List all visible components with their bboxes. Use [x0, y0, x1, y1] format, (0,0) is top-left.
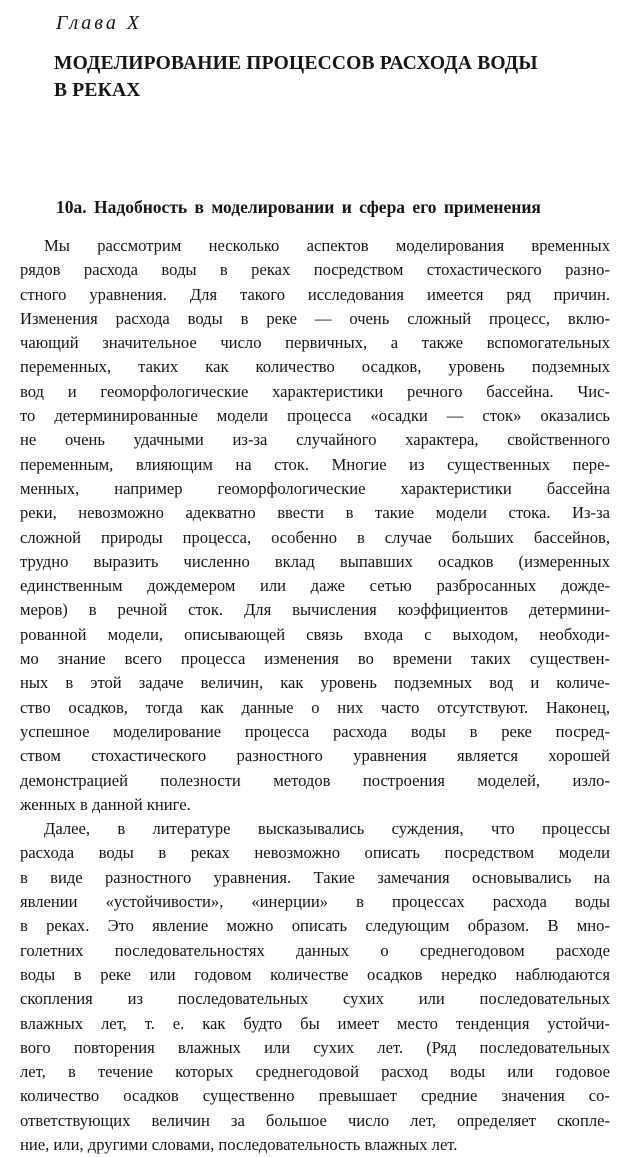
text-line: ответствующих величин за большое число лет, определяет скопле- — [20, 1110, 610, 1130]
text-line: стного уравнения. Для такого исследования имеется ряд причин. — [20, 284, 610, 304]
text-line: в виде разностного уравнения. Такие замечания основывались на — [20, 867, 610, 887]
text-line: вод и геоморфологические характеристики речного бассейна. Чис- — [20, 381, 610, 401]
text-line: ние, или, другими словами, последовательность влажных лет. — [20, 1134, 458, 1154]
text-line: женных в данной книге. — [20, 794, 191, 814]
text-line: единственным дождемером или даже сетью разбросанных дожде- — [20, 576, 610, 596]
text-line: переменным, влияющим на сток. Многие из существенных пере- — [20, 454, 610, 474]
text-line: рованной модели, описывающей связь входа с выходом, необходи- — [20, 624, 610, 644]
text-line: голетних последовательностях данных о среднегодовом расходе — [20, 940, 610, 960]
text-line: ных в этой задаче величин, как уровень подземных вод и количе- — [20, 673, 610, 693]
text-line: менных, например геоморфологические характеристики бассейна — [20, 478, 610, 498]
text-line: переменных, таких как количество осадков, уровень подземных — [20, 357, 610, 377]
text-line: то детерминированные модели процесса «осадки — сток» оказались — [20, 406, 610, 426]
text-line: чающий значительное число первичных, а также вспомогательных — [20, 333, 610, 353]
text-line: трудно выразить численно вклад выпавших осадков (измеренных — [20, 551, 610, 571]
text-line: воды в реке или годовом количестве осадков нередко наблюдаются — [20, 964, 610, 984]
text-line: ство осадков, тогда как данные о них часто отсутствуют. Наконец, — [20, 697, 610, 717]
text-line: Мы рассмотрим несколько аспектов моделирования временных — [44, 236, 610, 255]
text-line: скопления из последовательных сухих или последовательных — [20, 989, 610, 1009]
section-title: 10а. Надобность в моделировании и сфера его применения — [56, 197, 541, 217]
text-line: рядов расхода воды в реках посредством стохастического разно- — [20, 260, 610, 280]
text-line: не очень удачными из-за случайного характера, свойственного — [20, 430, 610, 450]
text-line: в реках. Это явление можно описать следующим образом. В мно- — [20, 916, 610, 936]
text-line: расхода воды в реках невозможно описать посредством модели — [20, 843, 610, 863]
text-line: ством стохастического разностного уравнения является хорошей — [20, 746, 610, 766]
chapter-title — [54, 50, 574, 104]
text-line: сложной природы процесса, особенно в случае больших бассейнов, — [20, 527, 610, 547]
text-line: вого повторения влажных или сухих лет. (Ряд последовательных — [20, 1037, 610, 1057]
text-line: успешное моделирование процесса расхода воды в реке посред- — [20, 721, 610, 741]
chapter-title-line: В РЕКАХ — [54, 80, 141, 101]
text-line: Далее, в литературе высказывались суждения, что процессы — [44, 819, 610, 839]
text-line: реки, невозможно адекватно ввести в такие модели стока. Из-за — [20, 503, 610, 523]
text-line: лет, в течение которых среднегодовой расход воды или годовое — [20, 1062, 610, 1082]
text-line: явлении «устойчивости», «инерции» в процессах расхода воды — [20, 892, 610, 912]
text-line: количество осадков существенно превышает средние значения со- — [20, 1086, 610, 1106]
text-line: мо знание всего процесса изменения во времени таких существен- — [20, 649, 610, 669]
text-line: меров) в речной сток. Для вычисления коэффициентов детермини- — [20, 600, 610, 620]
text-line: влажных лет, т. е. как будто бы имеет место тенденция устойчи- — [20, 1013, 610, 1033]
chapter-title-line: МОДЕЛИРОВАНИЕ ПРОЦЕССОВ РАСХОДА ВОДЫ — [54, 53, 538, 74]
text-line: Изменения расхода воды в реке — очень сложный процесс, вклю- — [20, 308, 610, 328]
text-line: демонстрацией полезности методов построения моделей, изло- — [20, 770, 610, 790]
chapter-label: Глава X — [56, 12, 143, 34]
body-text — [20, 234, 610, 1157]
